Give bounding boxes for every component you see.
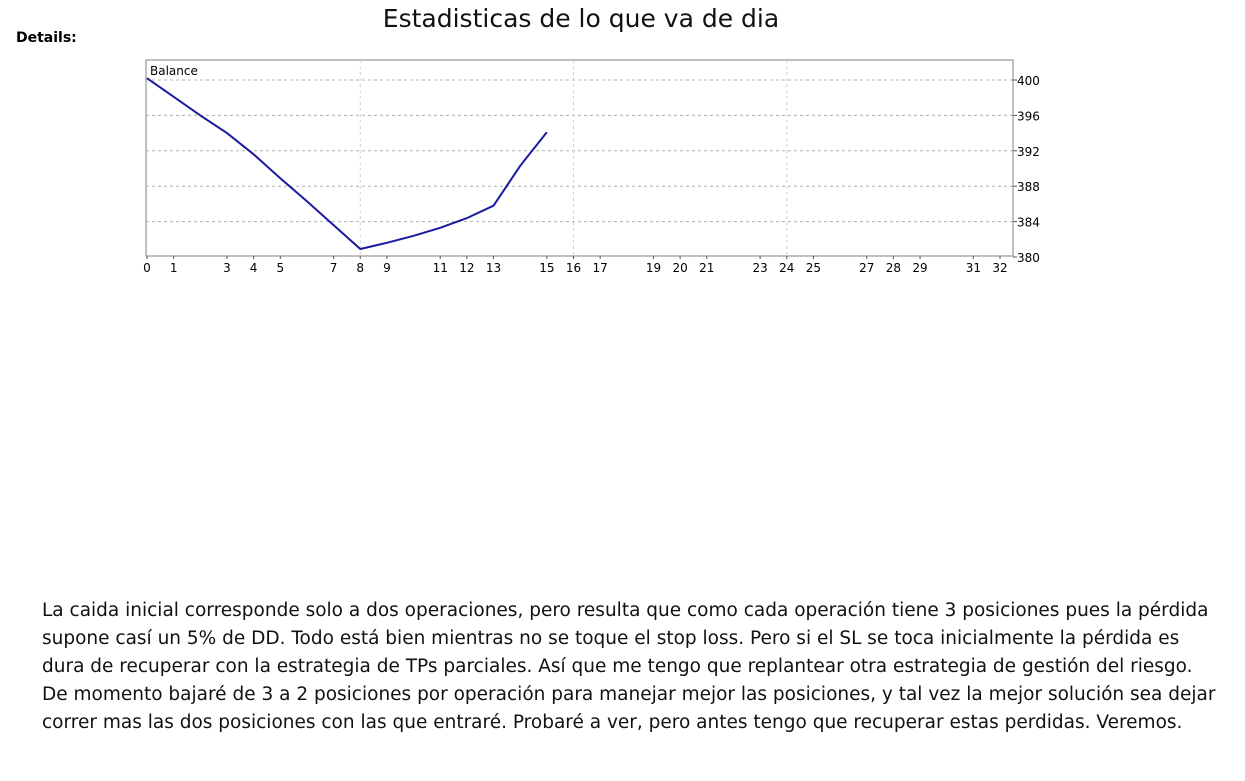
- x-tick-label: 4: [249, 261, 258, 275]
- x-tick-label: 24: [779, 261, 795, 275]
- y-tick-labels: [1013, 74, 1040, 265]
- x-tick-label: 13: [485, 261, 502, 275]
- x-tick-label: 3: [223, 261, 231, 275]
- x-tick-label: 32: [992, 261, 1008, 275]
- x-tick-label: 17: [592, 261, 608, 275]
- x-tick-label: 0: [143, 261, 151, 275]
- x-tick-label: 12: [459, 261, 475, 275]
- balance-chart: [135, 58, 1040, 280]
- x-tick-label: 31: [965, 261, 981, 275]
- y-tick-label: 384: [1017, 215, 1040, 230]
- x-tick-label: 20: [672, 261, 688, 275]
- x-tick-label: 8: [356, 261, 365, 275]
- x-tick-label: 21: [699, 261, 715, 275]
- x-tick-labels: [143, 256, 1007, 275]
- x-tick-label: 27: [859, 261, 875, 275]
- x-tick-label: 25: [805, 261, 822, 275]
- legend-label: Balance: [150, 64, 198, 78]
- plot-frame: [146, 60, 1013, 256]
- commentary-text: La caida inicial corresponde solo a dos operaciones, pero resulta que como cada operación tiene 3 posiciones pues la pérdida supone casí un 5% de DD. Todo está bien mientras no se toque el stop loss. Pero si el SL se toca inicialmente la pérdida es dura de recuperar con la estrategia de TPs parciales. Así que me tengo que replantear otra estrategia de gestión del riesgo. De momento bajaré de 3 a 2 posiciones por operación para manejar mejor las posiciones, y tal vez la mejor solución sea dejar correr mas las dos posiciones con las que entraré. Probaré a ver, pero antes tengo que recuperar estas perdidas. Veremos.: [42, 600, 1216, 733]
- x-tick-label: 5: [276, 261, 285, 275]
- y-tick-label: 388: [1017, 180, 1040, 195]
- y-tick-label: 392: [1017, 144, 1040, 159]
- x-tick-label: 7: [329, 261, 338, 275]
- x-tick-label: 28: [885, 261, 902, 275]
- x-tick-label: 11: [432, 261, 448, 275]
- page-title: Estadisticas de lo que va de dia: [382, 4, 780, 33]
- x-tick-label: 19: [645, 261, 662, 275]
- x-tick-label: 15: [539, 261, 555, 275]
- y-tick-label: 400: [1017, 74, 1040, 88]
- x-tick-label: 1: [169, 261, 178, 275]
- y-tick-label: 396: [1017, 109, 1040, 124]
- x-tick-label: 16: [565, 261, 582, 275]
- commentary-paragraph: [42, 597, 1222, 737]
- x-tick-label: 23: [752, 261, 768, 275]
- y-tick-label: 380: [1017, 251, 1040, 265]
- details-label: Details:: [16, 30, 77, 46]
- x-tick-label: 29: [912, 261, 928, 275]
- x-tick-label: 9: [383, 261, 391, 275]
